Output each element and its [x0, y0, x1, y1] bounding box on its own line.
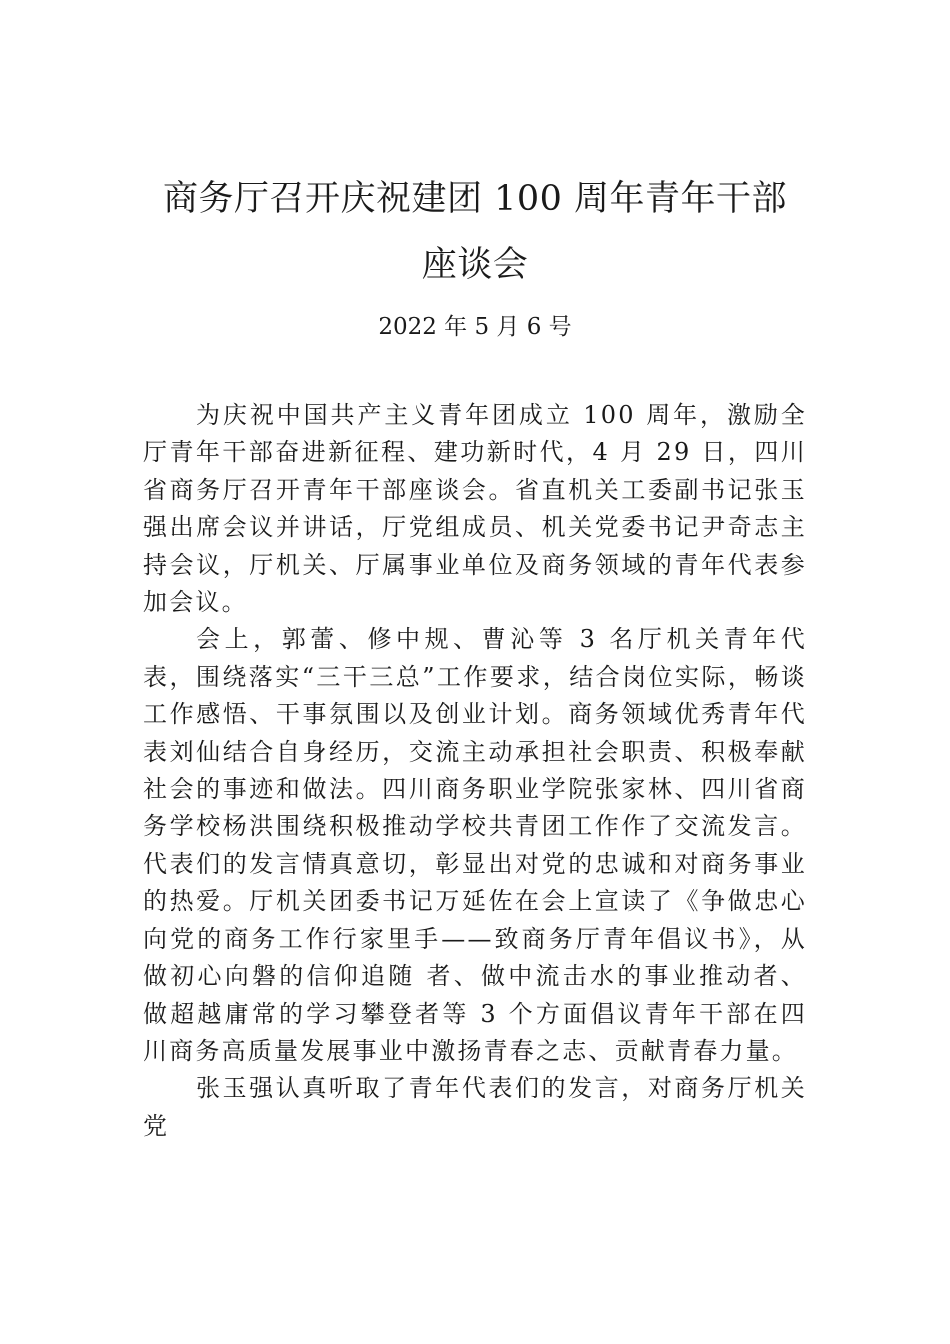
- paragraph-1: 为庆祝中国共产主义青年团成立 100 周年，激励全厅青年干部奋进新征程、建功新时代，4 月 29 日，四川省商务厅召开青年干部座谈会。省直机关工委副书记张玉强出席会议并讲话，厅党组成员、机关党委书记尹奇志主持会议，厅机关、厅属事业单位及商务领域的青年代表参加会议。: [143, 401, 807, 617]
- document-title-line-2: 座谈会: [421, 245, 529, 285]
- document-date: 2022 年 5 月 6 号: [378, 314, 572, 340]
- document-title-line-1: 商务厅召开庆祝建团 100 周年青年干部: [162, 179, 788, 219]
- paragraph-2: 会上，郭蕾、修中规、曹沁等 3 名厅机关青年代表，围绕落实“三干三总”工作要求，结合岗位实际，畅谈工作感悟、干事氛围以及创业计划。商务领域优秀青年代表刘仙结合自身经历，交流主动承担社会职责、积极奉献社会的事迹和做法。四川商务职业学院张家林、四川省商务学校杨洪围绕积极推动学校共青团工作作了交流发言。代表们的发言情真意切，彰显出对党的忠诚和对商务事业的热爱。厅机关团委书记万延佐在会上宣读了《争做忠心向党的商务工作行家里手——致商务厅青年倡议书》，从做初心向磐的信仰追随 者、做中流击水的事业推动者、做超越庸常的学习攀登者等 3 个方面倡议青年干部在四川商务高质量发展事业中激扬青春之志、贡献青春力量。: [143, 625, 807, 1065]
- document-body: [143, 397, 807, 1145]
- paragraph-3: 张玉强认真听取了青年代表们的发言，对商务厅机关党: [143, 1074, 807, 1140]
